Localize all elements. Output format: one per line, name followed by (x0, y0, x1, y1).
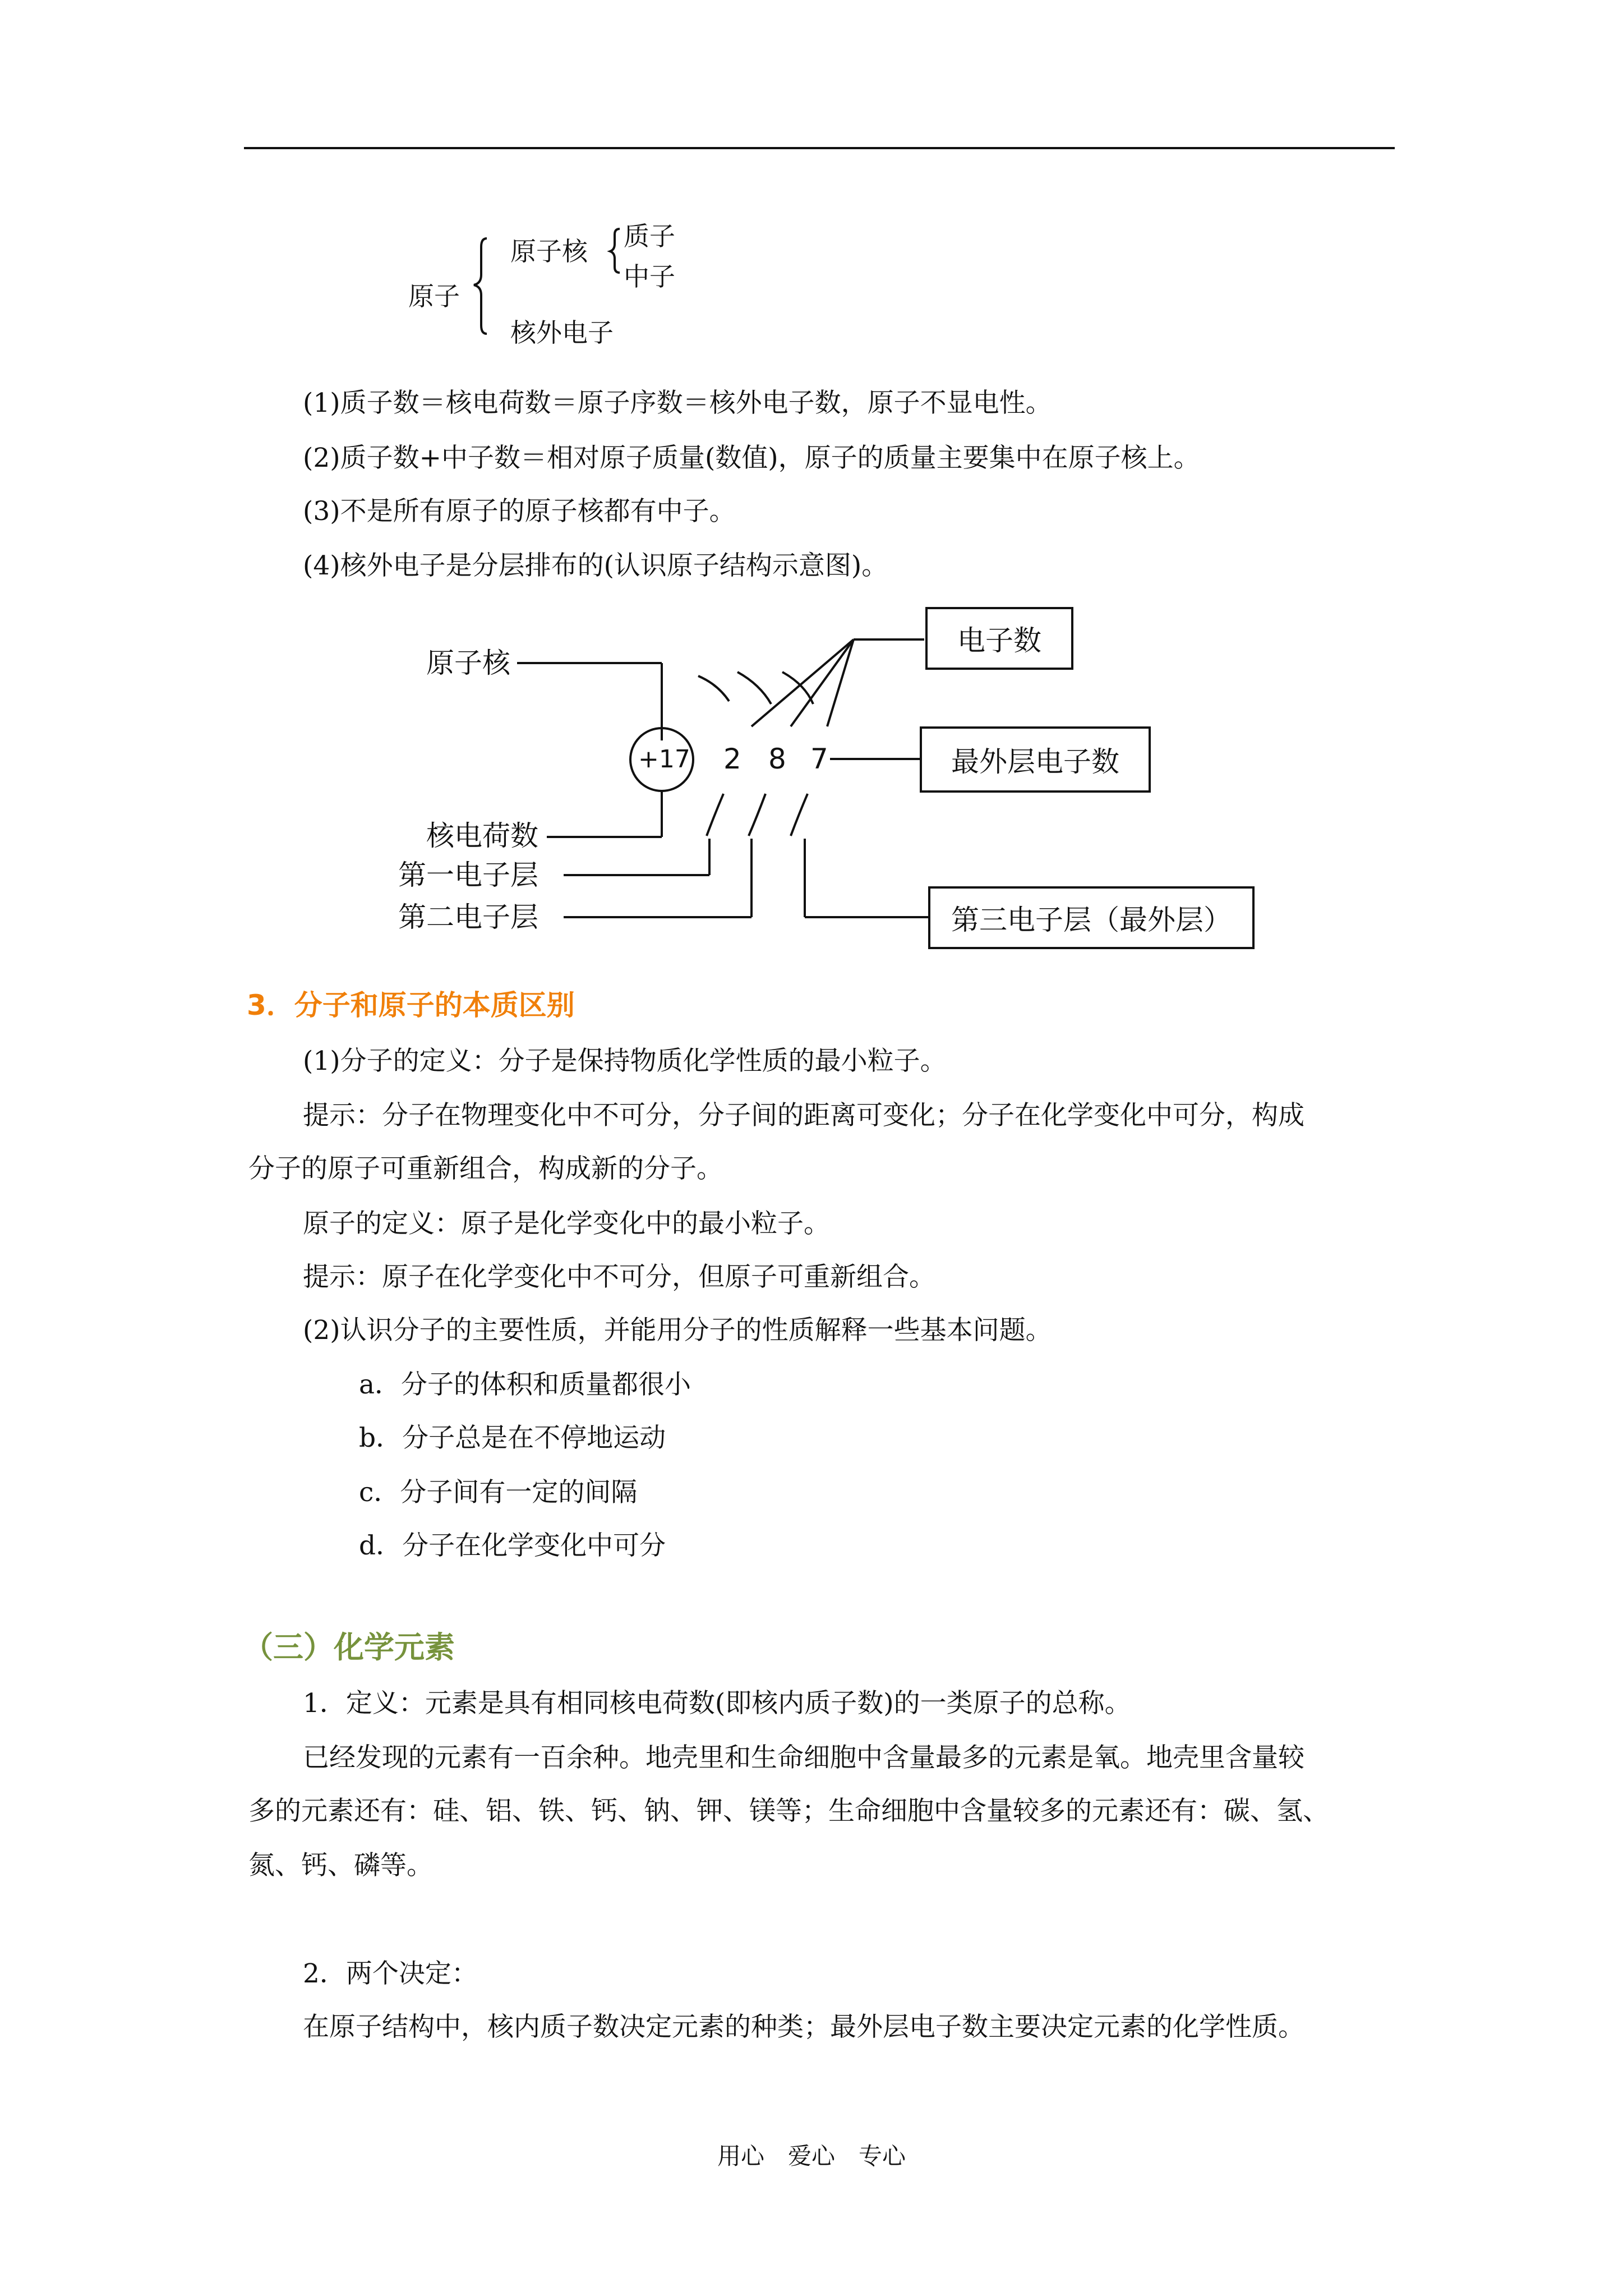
s3-p2b: 分子的原子可重新组合，构成新的分子。 (248, 1153, 723, 1184)
neutron-label: 中子 (624, 261, 675, 292)
atomic-structure-diagram (387, 600, 1262, 959)
outer-electron-box: 最外层电子数 (920, 726, 1151, 793)
nucleus-label: 原子核 (510, 236, 588, 266)
elements-heading: （三）化学元素 (243, 1630, 455, 1665)
atom-label: 原子 (408, 281, 460, 311)
s3-item-a: a．分子的体积和质量都很小 (359, 1369, 691, 1400)
elements-p1c: 氮、钙、磷等。 (248, 1850, 433, 1881)
layer1-text: 第一电子层 (398, 859, 538, 891)
charge-text: 核电荷数 (426, 820, 538, 852)
electron-label: 核外电子 (510, 318, 614, 348)
two-decisions-text: 在原子结构中，核内质子数决定元素的种类；最外层电子数主要决定元素的化学性质。 (303, 2012, 1304, 2042)
s3-p2a: 提示：分子在物理变化中不可分，分子间的距离可变化；分子在化学变化中可分，构成 (303, 1100, 1304, 1131)
section3-heading: 3．分子和原子的本质区别 (247, 989, 575, 1022)
shell-count-3: 7 (810, 743, 828, 775)
s3-p1: (1)分子的定义：分子是保持物质化学性质的最小粒子。 (303, 1046, 947, 1076)
page-footer: 用心 爱心 专心 (717, 2142, 906, 2170)
s3-p3: 原子的定义：原子是化学变化中的最小粒子。 (303, 1208, 830, 1239)
point-4: (4)核外电子是分层排布的(认识原子结构示意图)。 (303, 550, 888, 581)
s3-p5: (2)认识分子的主要性质，并能用分子的性质解释一些基本问题。 (303, 1315, 1052, 1346)
elements-definition: 1．定义：元素是具有相同核电荷数(即核内质子数)的一类原子的总称。 (303, 1688, 1131, 1719)
atom-composition-diagram (404, 213, 695, 359)
point-2: (2)质子数+中子数＝相对原子质量(数值)，原子的质量主要集中在原子核上。 (303, 443, 1200, 473)
two-decisions-title: 2．两个决定： (303, 1958, 478, 1989)
elements-p1a: 已经发现的元素有一百余种。地壳里和生命细胞中含量最多的元素是氧。地壳里含量较 (303, 1742, 1304, 1773)
nucleus-text: 原子核 (426, 647, 510, 679)
shell-count-1: 2 (723, 743, 741, 775)
s3-item-b: b．分子总是在不停地运动 (359, 1423, 666, 1453)
s3-p4: 提示：原子在化学变化中不可分，但原子可重新组合。 (303, 1262, 935, 1292)
s3-item-c: c．分子间有一定的间隔 (359, 1477, 638, 1508)
nucleus-charge: +17 (638, 745, 690, 774)
electron-count-box: 电子数 (925, 607, 1073, 670)
elements-p1b: 多的元素还有：硅、铝、铁、钙、钠、钾、镁等；生命细胞中含量较多的元素还有：碳、氢、 (248, 1796, 1329, 1826)
third-layer-box: 第三电子层（最外层） (928, 886, 1255, 949)
proton-label: 质子 (624, 221, 675, 251)
layer2-text: 第二电子层 (398, 901, 538, 933)
point-3: (3)不是所有原子的原子核都有中子。 (303, 496, 736, 527)
s3-item-d: d．分子在化学变化中可分 (359, 1530, 666, 1561)
shell-count-2: 8 (768, 743, 786, 775)
header-rule (244, 147, 1395, 149)
point-1: (1)质子数＝核电荷数＝原子序数＝核外电子数，原子不显电性。 (303, 388, 1052, 418)
